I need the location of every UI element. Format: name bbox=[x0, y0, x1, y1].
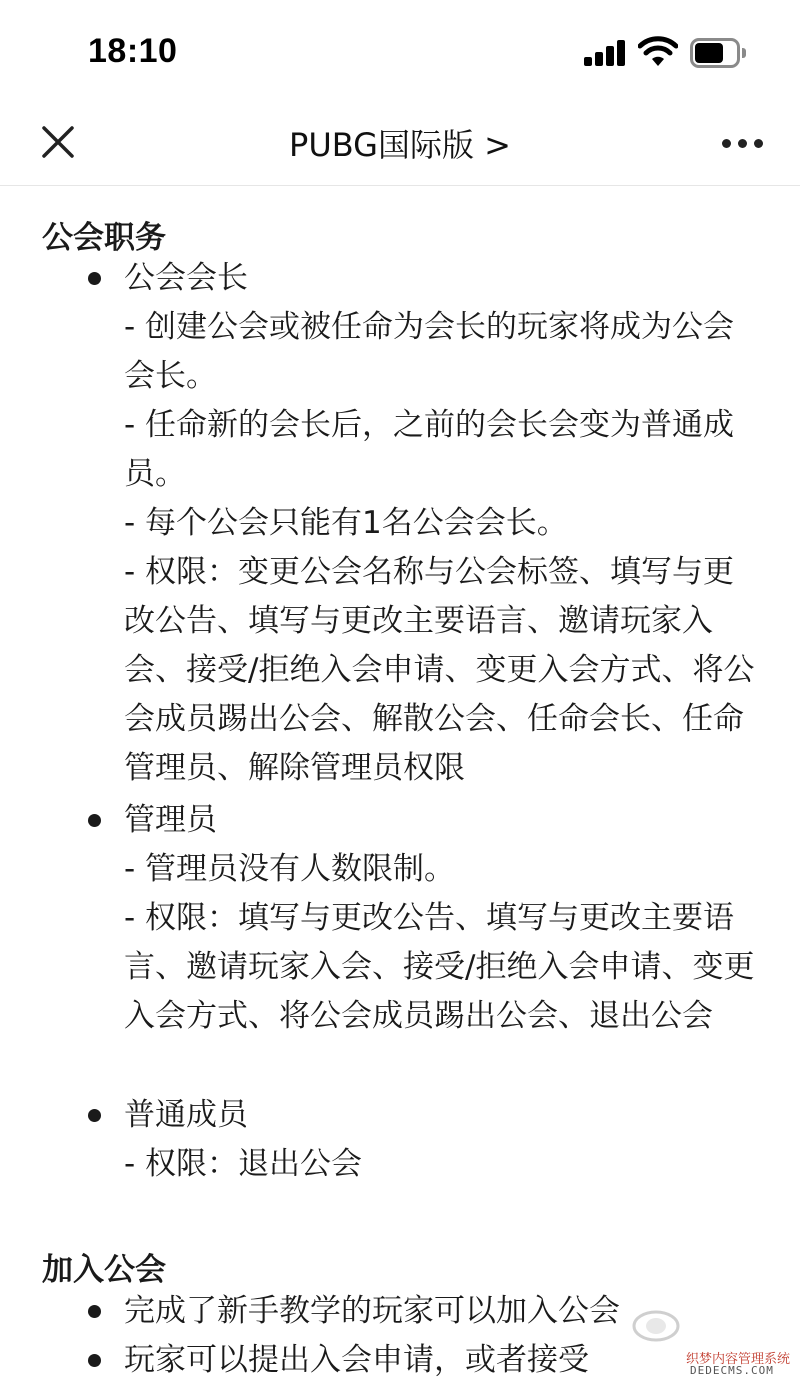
cellular-signal-icon bbox=[584, 40, 628, 66]
nav-bar bbox=[0, 100, 800, 186]
list-item-title: 管理员 bbox=[124, 802, 217, 838]
watermark-text: 织梦内容管理系统 bbox=[686, 1351, 791, 1366]
list-item-line: - 管理员没有人数限制。 bbox=[124, 851, 456, 887]
bullet-dot bbox=[88, 1305, 101, 1318]
watermark-domain: DEDECMS.COM bbox=[690, 1364, 774, 1377]
list-item-line: - 权限：变更公会名称与公会标签、填写与更改公告、填写与更改主要语言、邀请玩家入会、接受/拒绝入会申请、变更入会方式、将公会成员踢出公会、解散公会、任命会长、任命管理员、解除管理员权限 bbox=[124, 554, 755, 786]
section-heading-join-guild: 加入公会 bbox=[42, 1252, 166, 1288]
bullet-dot bbox=[88, 272, 101, 285]
bullet-dot bbox=[88, 814, 101, 827]
list-item-join-1: 完成了新手教学的玩家可以加入公会 bbox=[124, 1293, 620, 1329]
list-item-admin bbox=[124, 796, 764, 1041]
list-item-line: - 权限：退出公会 bbox=[124, 1146, 363, 1182]
status-time: 18:10 bbox=[88, 32, 178, 70]
page-title[interactable]: PUBG国际版 > bbox=[289, 126, 511, 164]
bullet-dot bbox=[88, 1109, 101, 1122]
bullet-dot bbox=[88, 1354, 101, 1367]
article-content bbox=[0, 186, 800, 1384]
list-item-title: 公会会长 bbox=[124, 260, 248, 296]
list-item-title: 普通成员 bbox=[124, 1097, 248, 1133]
battery-icon bbox=[690, 38, 746, 68]
status-bar bbox=[0, 0, 800, 100]
list-item-line: - 创建公会或被任命为会长的玩家将成为公会会长。 bbox=[124, 309, 735, 394]
list-item-member bbox=[124, 1091, 764, 1189]
list-item-line: - 每个公会只能有1名公会会长。 bbox=[124, 505, 568, 541]
dedecms-logo-icon bbox=[628, 1306, 684, 1346]
list-item-line: - 任命新的会长后，之前的会长会变为普通成员。 bbox=[124, 407, 735, 492]
wifi-icon bbox=[638, 36, 678, 68]
watermark bbox=[620, 1292, 800, 1384]
list-item-join-2: 玩家可以提出入会申请，或者接受 bbox=[124, 1342, 589, 1378]
list-item-leader bbox=[124, 254, 764, 793]
more-button[interactable] bbox=[718, 126, 766, 158]
list-item-line: - 权限：填写与更改公告、填写与更改主要语言、邀请玩家入会、接受/拒绝入会申请、变更入会方式、将公会成员踢出公会、退出公会 bbox=[124, 900, 755, 1034]
section-heading-guild-roles: 公会职务 bbox=[42, 220, 166, 256]
